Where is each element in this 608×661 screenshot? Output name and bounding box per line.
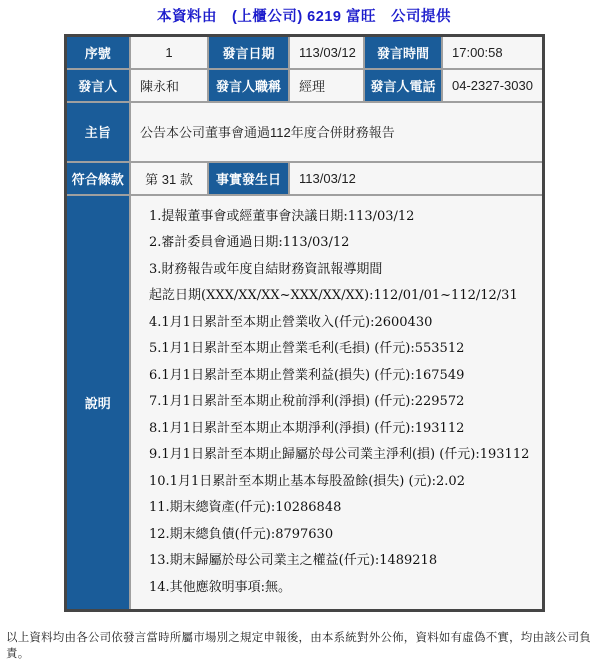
table-row — [65, 36, 543, 69]
announce-date-label: 發言日期 — [208, 36, 289, 69]
description-line: 6.1月1日累計至本期止營業利益(損失) (仟元):167549 — [149, 367, 465, 383]
announce-time-value: 17:00:58 — [442, 36, 543, 69]
description-line: 8.1月1日累計至本期止本期淨利(淨損) (仟元):193112 — [149, 420, 465, 436]
seq-value: 1 — [130, 36, 208, 69]
event-date-value: 113/03/12 — [289, 162, 543, 195]
description-line: 起訖日期(XXX/XX/XX~XXX/XX/XX):112/01/01~112/12/31 — [149, 288, 518, 303]
description-label: 說明 — [65, 195, 130, 611]
disclaimer-text: 以上資料均由各公司依發言當時所屬市場別之規定申報後，由本系統對外公佈，資料如有虛偽不實，均由該公司負責。 — [6, 632, 591, 660]
description-line: 2.審計委員會通過日期:113/03/12 — [149, 235, 350, 250]
description-line: 12.期末總負債(仟元):8797630 — [149, 526, 334, 542]
description-cell — [130, 195, 543, 611]
description-line: 9.1月1日累計至本期止歸屬於母公司業主淨利(損) (仟元):193112 — [149, 447, 530, 462]
speaker-label: 發言人 — [65, 69, 130, 102]
description-line: 3.財務報告或年度自結財務資訊報導期間 — [149, 261, 383, 277]
announce-date-value: 113/03/12 — [289, 36, 364, 69]
subject-label: 主旨 — [65, 102, 130, 162]
speaker-phone-label: 發言人電話 — [364, 69, 442, 102]
description-line: 1.提報董事會或經董事會決議日期:113/03/12 — [149, 208, 415, 224]
description-line: 4.1月1日累計至本期止營業收入(仟元):2600430 — [149, 314, 433, 330]
subject-value: 公告本公司董事會通過112年度合併財務報告 — [130, 102, 543, 162]
description-line: 11.期末總資產(仟元):10286848 — [149, 500, 342, 515]
description-line: 13.期末歸屬於母公司業主之權益(仟元):1489218 — [149, 553, 438, 568]
table-row — [65, 195, 543, 611]
announcement-table — [64, 34, 545, 612]
description-list — [131, 196, 542, 610]
description-line: 14.其他應敘明事項:無。 — [149, 579, 292, 595]
description-line: 5.1月1日累計至本期止營業毛利(毛損) (仟元):553512 — [149, 341, 465, 356]
speaker-phone-value: 04-2327-3030 — [442, 69, 543, 102]
seq-label: 序號 — [65, 36, 130, 69]
speaker-title-label: 發言人職稱 — [208, 69, 289, 102]
table-row — [65, 162, 543, 195]
announce-time-label: 發言時間 — [364, 36, 442, 69]
description-line: 7.1月1日累計至本期止稅前淨利(淨損) (仟元):229572 — [149, 394, 465, 409]
clause-label: 符合條款 — [65, 162, 130, 195]
description-line: 10.1月1日累計至本期止基本每股盈餘(損失) (元):2.02 — [149, 473, 465, 489]
speaker-value: 陳永和 — [130, 69, 208, 102]
speaker-title-value: 經理 — [289, 69, 364, 102]
table-row — [65, 102, 543, 162]
provider-line: 本資料由 (上櫃公司) 6219 富旺 公司提供 — [157, 9, 451, 25]
event-date-label: 事實發生日 — [208, 162, 289, 195]
table-row — [65, 69, 543, 102]
clause-value: 第 31 款 — [130, 162, 208, 195]
